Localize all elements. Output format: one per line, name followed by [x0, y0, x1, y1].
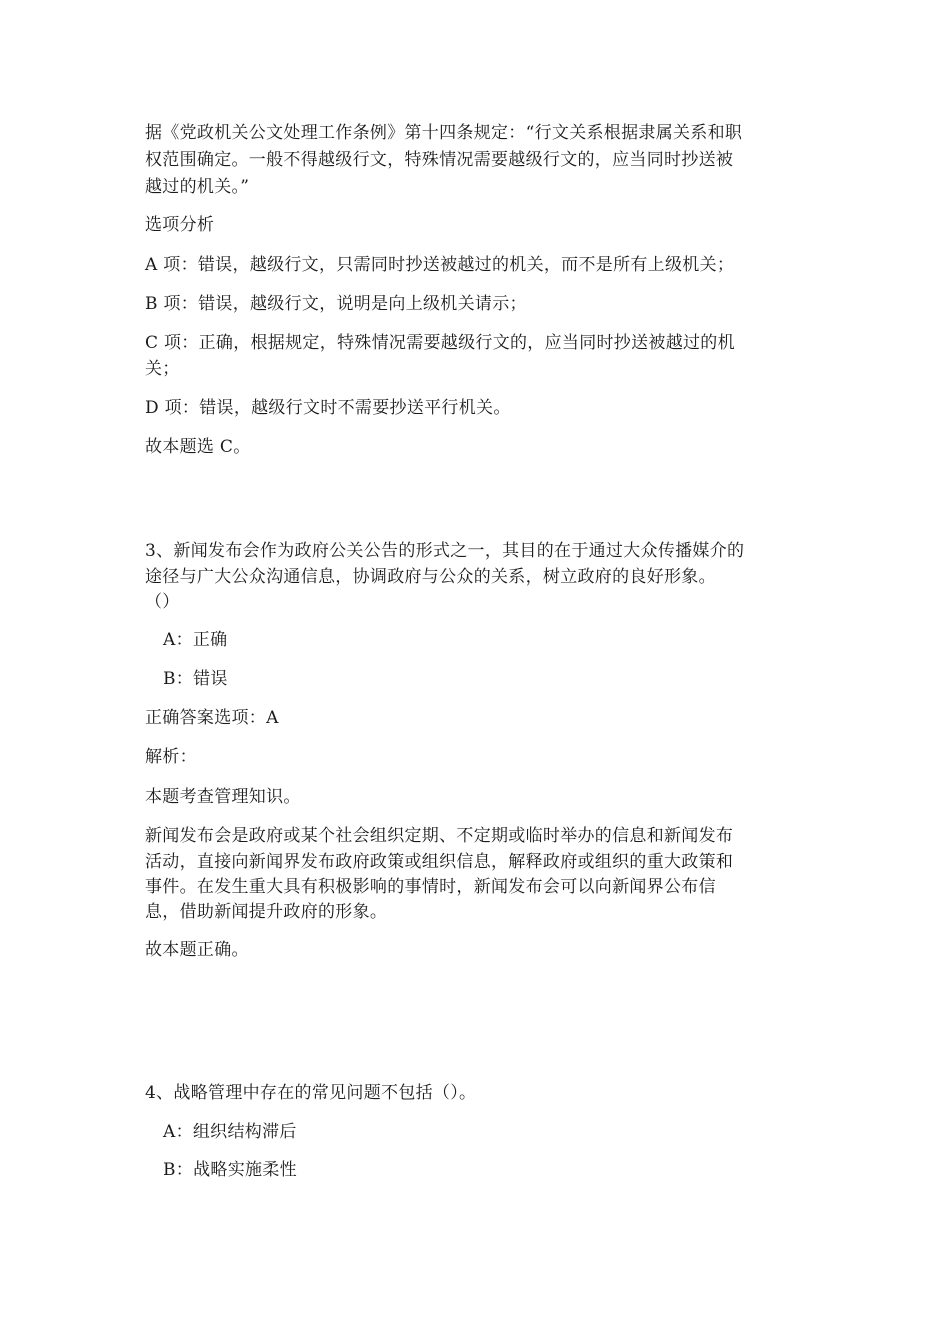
q3-stem-line: 3、新闻发布会作为政府公关公告的形式之一，其目的在于通过大众传播媒介的	[145, 541, 745, 561]
q3-stem-line: （）	[145, 592, 180, 612]
option-b-analysis: B 项：错误，越级行文，说明是向上级机关请示；	[145, 294, 527, 314]
q4-stem: 4、战略管理中存在的常见问题不包括（）。	[145, 1083, 477, 1103]
option-c-analysis: 关；	[145, 359, 180, 379]
q3-explain-label: 解析：	[145, 747, 197, 767]
q3-answer: 正确答案选项：A	[145, 708, 279, 728]
q3-body-line: 事件。在发生重大具有积极影响的事情时，新闻发布会可以向新闻界公布信	[145, 877, 716, 897]
q3-body-line: 活动，直接向新闻界发布政府政策或组织信息，解释政府或组织的重大政策和	[145, 852, 734, 872]
analysis-conclusion: 故本题选 C。	[145, 437, 251, 457]
q3-conclusion: 故本题正确。	[145, 940, 249, 960]
q3-option-a: A：正确	[163, 630, 228, 650]
q3-stem-line: 途径与广大公众沟通信息，协调政府与公众的关系，树立政府的良好形象。	[145, 567, 716, 587]
analysis-heading: 选项分析	[145, 215, 215, 235]
q3-topic: 本题考查管理知识。	[145, 787, 301, 807]
intro-line: 越过的机关。”	[145, 177, 250, 197]
option-d-analysis: D 项：错误，越级行文时不需要抄送平行机关。	[145, 398, 511, 418]
option-a-analysis: A 项：错误，越级行文，只需同时抄送被越过的机关，而不是所有上级机关；	[145, 255, 735, 275]
option-c-analysis: C 项：正确，根据规定，特殊情况需要越级行文的，应当同时抄送被越过的机	[145, 333, 735, 353]
intro-line: 权范围确定。一般不得越级行文，特殊情况需要越级行文的，应当同时抄送被	[145, 150, 734, 170]
q4-option-b: B：战略实施柔性	[163, 1160, 297, 1180]
intro-line: 据《党政机关公文处理工作条例》第十四条规定：“行文关系根据隶属关系和职	[145, 123, 743, 143]
q3-body-line: 新闻发布会是政府或某个社会组织定期、不定期或临时举办的信息和新闻发布	[145, 826, 734, 846]
q3-body-line: 息，借助新闻提升政府的形象。	[145, 902, 388, 922]
q3-option-b: B：错误	[163, 669, 228, 689]
q4-option-a: A：组织结构滞后	[163, 1122, 297, 1142]
